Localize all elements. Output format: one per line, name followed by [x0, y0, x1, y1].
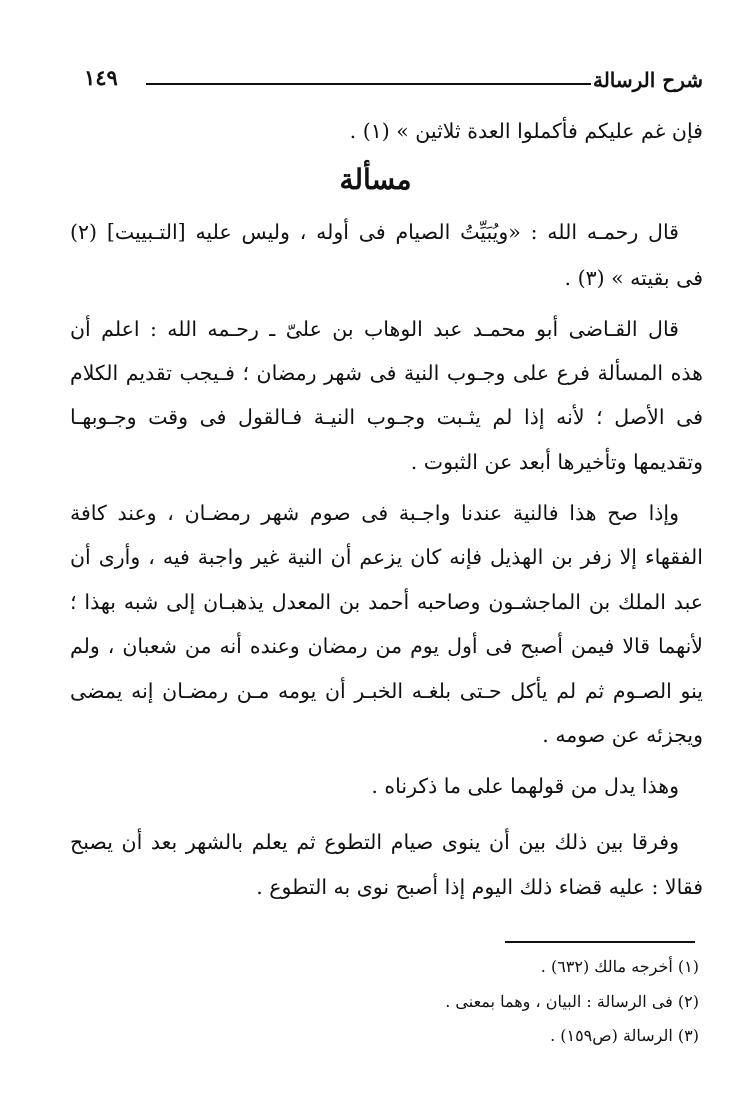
footnote-rule [505, 941, 695, 943]
text-line: وإذا صح هذا فالنية عندنا واجـبة فى صوم شهر رمضـان ، وعند كافة [70, 501, 679, 525]
header-rule [146, 83, 591, 85]
text-line: وفرقا بين ذلك بين أن ينوى صيام التطوع ثم يعلم بالشهر بعد أن يصبح [70, 830, 679, 854]
section-heading: مسألة [339, 163, 412, 196]
text-line: ينو الصـوم ثم لم يأكل حـتى بلغـه الخبـر أن يومه مـن رمضـان إنه يمضى [70, 679, 703, 703]
text-line: لأنهما قالا فيمن أصبح فى أول يوم من رمضان وعنده أنه من شعبان ، ولم [70, 634, 703, 658]
page-number: ١٤٩ [84, 65, 118, 90]
text-line: فى الأصل ؛ لأنه إذا لم يثـبت وجـوب النيـة فـالقول فى وقت وجـوبهـا [70, 405, 703, 429]
footnote-1: (١) أخرجه مالك (٦٣٢) . [540, 957, 699, 976]
text-line: وتقديمها وتأخيرها أبعد عن الثبوت . [410, 450, 703, 474]
footnote-3: (٣) الرسالة (ص١٥٩) . [550, 1026, 699, 1045]
text-line: عبد الملك بن الماجشـون وصاحبه أحمد بن المعدل يذهبـان إلى شبه بهذا ؛ [70, 590, 703, 614]
text-line: قال القـاضى أبو محمـد عبد الوهاب بن علىّ ـ رحـمه الله : اعلم أن [70, 317, 679, 341]
text-line: وهذا يدل من قولهما على ما ذكرناه . [371, 774, 679, 798]
text-line: ويجزئه عن صومه . [542, 723, 703, 747]
text-line: فقالا : عليه قضاء ذلك اليوم إذا أصبح نوى به التطوع . [256, 875, 703, 899]
text-line: فى بقيته » (٣) . [564, 266, 703, 290]
text-line: الفقهاء إلا زفر بن الهذيل فإنه كان يزعم أن النية غير واجبة فيه ، وأرى أن [70, 545, 703, 569]
text-line: فإن غم عليكم فأكملوا العدة ثلاثين » (١) . [349, 119, 703, 143]
footnote-2: (٢) فى الرسالة : البيان ، وهما بمعنى . [445, 992, 699, 1011]
running-title: شرح الرسالة [592, 68, 703, 92]
text-line: هذه المسألة فرع على وجـوب النية فى شهر رمضان ؛ فـيجب تقديم الكلام [70, 361, 703, 385]
text-line: قال رحمـه الله : «ويُبَيِّتُ الصيام فى أوله ، وليس عليه [التـبييت] (٢) [70, 220, 679, 244]
